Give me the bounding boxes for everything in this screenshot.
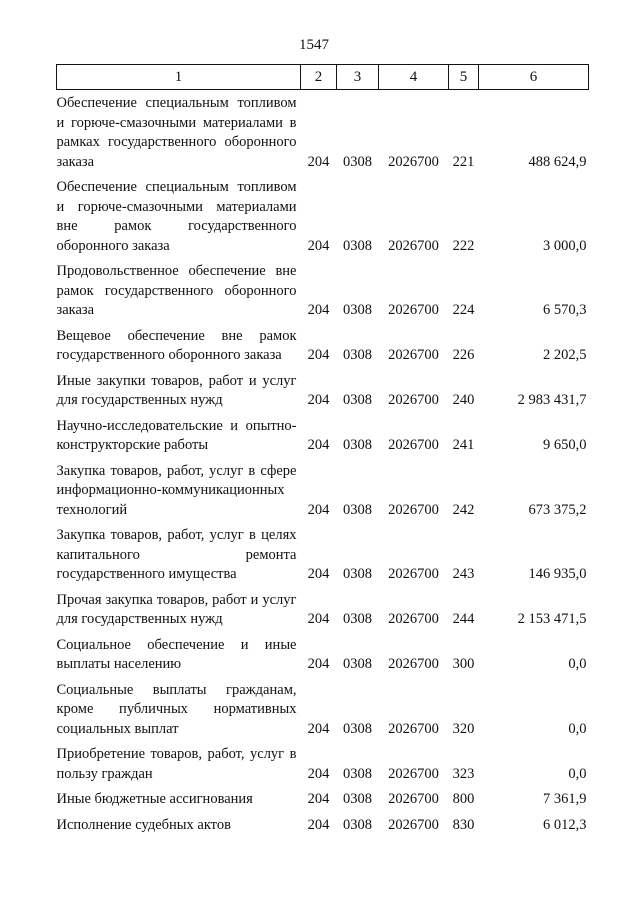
table-row (57, 739, 589, 784)
column-header-4: 4 (379, 65, 449, 90)
row-name: Социальные выплаты гражданам, кроме публичных нормативных социальных выплат (56, 681, 297, 737)
table-header (57, 65, 589, 90)
row-name: Закупка товаров, работ, услуг в целях капитального ремонта государственного имущества (56, 527, 297, 582)
table-row (57, 520, 589, 585)
table-row (57, 630, 589, 675)
table-row (57, 90, 589, 173)
row-code-4: 2026700 (388, 347, 439, 363)
row-code-3: 0308 (343, 501, 372, 518)
column-header-3: 3 (337, 65, 379, 90)
row-code-5: 221 (452, 153, 475, 170)
table-row (57, 456, 589, 521)
row-name: Иные бюджетные ассигнования (56, 791, 253, 807)
row-amount: 9 650,0 (543, 437, 587, 453)
row-code-2: 204 (307, 566, 330, 582)
row-code-2: 204 (307, 816, 330, 833)
row-code-4: 2026700 (388, 302, 439, 318)
column-header-5: 5 (449, 65, 479, 90)
row-code-4: 2026700 (388, 153, 439, 170)
table-row (57, 675, 589, 740)
row-code-4: 2026700 (388, 720, 439, 737)
row-name: Социальное обеспечение и иные выплаты населению (56, 636, 297, 672)
row-code-3: 0308 (343, 153, 372, 170)
row-code-3: 0308 (343, 437, 372, 453)
row-code-2: 204 (307, 392, 330, 408)
column-header-1: 1 (57, 65, 301, 90)
row-code-5: 222 (452, 237, 475, 254)
row-amount: 2 153 471,5 (517, 611, 587, 627)
row-code-5: 244 (452, 611, 475, 627)
row-code-5: 242 (452, 501, 475, 518)
row-amount: 6 012,3 (543, 816, 587, 833)
row-code-5: 241 (452, 437, 475, 453)
row-amount: 2 983 431,7 (517, 392, 587, 408)
row-code-4: 2026700 (388, 791, 439, 807)
row-amount: 488 624,9 (528, 153, 587, 170)
row-code-2: 204 (307, 611, 330, 627)
row-amount: 673 375,2 (528, 501, 587, 518)
row-amount: 6 570,3 (543, 302, 587, 318)
row-code-3: 0308 (343, 237, 372, 254)
row-code-3: 0308 (343, 765, 372, 782)
row-code-4: 2026700 (388, 656, 439, 672)
row-code-3: 0308 (343, 791, 372, 807)
table-body (57, 90, 589, 836)
row-code-2: 204 (307, 237, 330, 254)
row-code-4: 2026700 (388, 501, 439, 518)
row-code-3: 0308 (343, 392, 372, 408)
table-row (57, 411, 589, 456)
row-code-5: 240 (452, 392, 475, 408)
row-code-5: 300 (452, 656, 475, 672)
row-amount: 2 202,5 (543, 347, 587, 363)
row-name: Приобретение товаров, работ, услуг в пользу граждан (56, 746, 297, 782)
budget-table (56, 64, 589, 835)
row-code-2: 204 (307, 347, 330, 363)
row-amount: 0,0 (568, 656, 587, 672)
table-row (57, 256, 589, 321)
row-name: Продовольственное обеспечение вне рамок государственного оборонного заказа (56, 263, 297, 318)
row-code-3: 0308 (343, 566, 372, 582)
row-code-2: 204 (307, 791, 330, 807)
row-name: Обеспечение специальным топливом и горюче-смазочными материалами в рамках государственного оборонного заказа (56, 95, 297, 170)
row-code-3: 0308 (343, 302, 372, 318)
row-code-2: 204 (307, 437, 330, 453)
row-code-2: 204 (307, 302, 330, 318)
row-code-3: 0308 (343, 656, 372, 672)
row-code-5: 320 (452, 720, 475, 737)
row-code-5: 224 (452, 302, 475, 318)
column-header-2: 2 (301, 65, 337, 90)
row-code-2: 204 (307, 153, 330, 170)
row-code-3: 0308 (343, 720, 372, 737)
row-amount: 7 361,9 (543, 791, 587, 807)
row-name: Прочая закупка товаров, работ и услуг для государственных нужд (56, 591, 297, 627)
row-name: Исполнение судебных актов (56, 816, 231, 833)
table-row (57, 172, 589, 256)
table-row (57, 366, 589, 411)
row-code-5: 323 (452, 765, 475, 782)
column-header-6: 6 (479, 65, 589, 90)
row-name: Иные закупки товаров, работ и услуг для государственных нужд (56, 372, 297, 408)
row-amount: 3 000,0 (543, 237, 587, 254)
row-amount: 146 935,0 (528, 566, 587, 582)
row-name: Закупка товаров, работ, услуг в сфере информационно-коммуникационных технологий (56, 462, 297, 518)
row-code-2: 204 (307, 656, 330, 672)
row-amount: 0,0 (568, 720, 587, 737)
row-code-2: 204 (307, 501, 330, 518)
table-row (57, 810, 589, 836)
row-code-2: 204 (307, 720, 330, 737)
row-code-4: 2026700 (388, 816, 439, 833)
page-number: 1547 (299, 37, 329, 53)
row-name: Вещевое обеспечение вне рамок государственного оборонного заказа (56, 327, 297, 363)
row-name: Научно-исследовательские и опытно-конструкторские работы (56, 417, 297, 453)
row-code-2: 204 (307, 765, 330, 782)
row-code-4: 2026700 (388, 765, 439, 782)
row-code-3: 0308 (343, 816, 372, 833)
row-code-5: 800 (452, 791, 475, 807)
table-row (57, 784, 589, 810)
row-amount: 0,0 (568, 765, 587, 782)
row-code-4: 2026700 (388, 237, 439, 254)
table-row (57, 585, 589, 630)
row-code-5: 226 (452, 347, 475, 363)
table-row (57, 321, 589, 366)
row-code-4: 2026700 (388, 437, 439, 453)
row-code-4: 2026700 (388, 611, 439, 627)
header-row (57, 65, 589, 90)
row-code-4: 2026700 (388, 392, 439, 408)
row-code-4: 2026700 (388, 566, 439, 582)
row-code-3: 0308 (343, 347, 372, 363)
row-name: Обеспечение специальным топливом и горюче-смазочными материалами вне рамок государственного оборонного заказа (56, 179, 297, 254)
row-code-5: 830 (452, 816, 475, 833)
row-code-5: 243 (452, 566, 475, 582)
row-code-3: 0308 (343, 611, 372, 627)
